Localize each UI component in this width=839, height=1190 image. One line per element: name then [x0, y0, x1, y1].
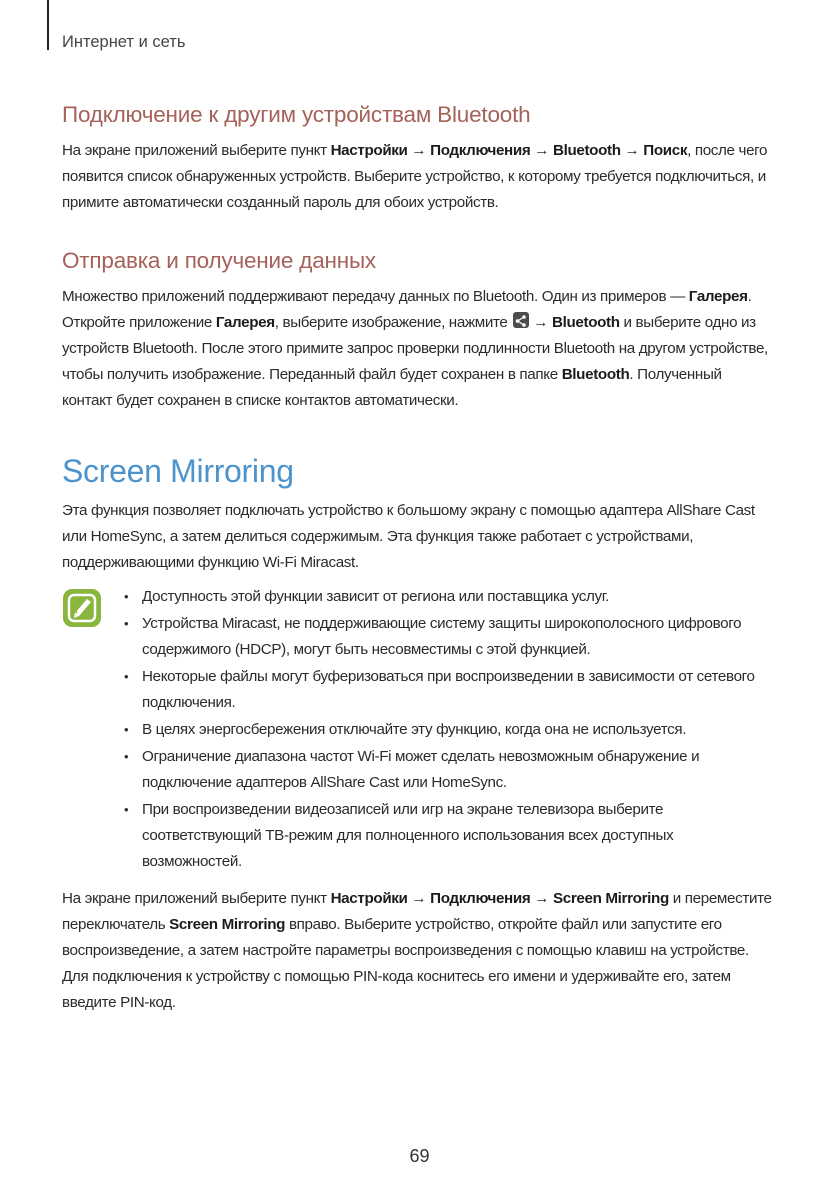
send-receive-heading: Отправка и получение данных	[62, 248, 376, 273]
note-item: • При воспроизведении видеозаписей или игр на экране телевизора выберите соответствующий ТВ-режим для полноценного использования всех доступных возможностей.	[118, 797, 774, 875]
arrow: →	[529, 314, 552, 331]
note-item: • Доступность этой функции зависит от региона или поставщика услуг.	[118, 584, 774, 610]
arrow: →	[407, 142, 431, 159]
screen-mirroring-intro: Эта функция позволяет подключать устройство к большому экрану с помощью адаптера AllShare Cast или HomeSync, а затем делиться содержимым. Эта функция также работает с устройствами, поддерживающими функцию Wi-Fi Miracast.	[62, 502, 755, 571]
text: , после чего появится список обнаруженных устройств. Выберите устройство, к которому требуется подключиться, и примите автоматически созданный пароль для обоих устройств.	[62, 142, 768, 211]
note-item: • Некоторые файлы могут буферизоваться при воспроизведении в зависимости от сетевого подключения.	[118, 664, 774, 716]
text: На экране приложений выберите пункт	[62, 890, 331, 907]
bluetooth-term: Bluetooth	[552, 142, 621, 159]
settings-term: Настройки	[330, 890, 408, 907]
bluetooth-connect-heading: Подключение к другим устройствам Bluetooth	[62, 102, 531, 127]
arrow: →	[407, 890, 431, 907]
text: вправо. Выберите устройство, откройте файл или запустите его воспроизведение, а затем настройте параметры воспроизведения с помощью клавиш на устройстве. Для подключения к устройству с помощью PIN-кода коснитесь его имени и удерживайте его, затем введите PIN-код.	[62, 916, 749, 1011]
arrow: →	[530, 890, 553, 907]
text: . Полученный контакт будет сохранен в списке контактов автоматически.	[62, 366, 722, 409]
search-term: Поиск	[643, 142, 688, 159]
text: , выберите изображение, нажмите	[274, 314, 512, 331]
note-icon	[62, 588, 102, 628]
header-rule	[47, 0, 49, 50]
gallery-term: Галерея	[688, 288, 748, 305]
note-item: • В целях энергосбережения отключайте эту функцию, когда она не используется.	[118, 717, 774, 743]
screen-mirroring-heading: Screen Mirroring	[62, 453, 294, 489]
screen-mirroring-instructions	[62, 886, 774, 1016]
text: Множество приложений поддерживают передачу данных по Bluetooth. Один из примеров —	[62, 288, 689, 305]
gallery-term: Галерея	[215, 314, 275, 331]
screen-mirroring-term: Screen Mirroring	[552, 890, 669, 907]
bluetooth-folder-term: Bluetooth	[561, 366, 630, 383]
bluetooth-connect-paragraph	[62, 138, 774, 216]
connections-term: Подключения	[430, 890, 531, 907]
screen-mirroring-switch-term: Screen Mirroring	[169, 916, 286, 933]
send-receive-paragraph	[62, 284, 774, 414]
note-list	[118, 584, 774, 876]
bluetooth-term: Bluetooth	[551, 314, 620, 331]
page-content	[62, 98, 774, 1016]
settings-term: Настройки	[330, 142, 408, 159]
text: и переместите переключатель	[62, 890, 772, 933]
page-number: 69	[409, 1146, 430, 1166]
section-header: Интернет и сеть	[62, 33, 186, 51]
note-item: • Ограничение диапазона частот Wi-Fi может сделать невозможным обнаружение и подключение адаптеров AllShare Cast или HomeSync.	[118, 744, 774, 796]
share-icon	[513, 312, 529, 328]
text: и выберите одно из устройств Bluetooth. После этого примите запрос проверки подлинности Bluetooth на другом устройстве, чтобы получить изображение. Переданный файл будет сохранен в папке	[62, 314, 768, 383]
text: . Откройте приложение	[62, 288, 752, 331]
connections-term: Подключения	[430, 142, 531, 159]
text: На экране приложений выберите пункт	[62, 142, 331, 159]
note-item: • Устройства Miracast, не поддерживающие систему защиты широкополосного цифрового содержимого (HDCP), могут быть несовместимы с этой функцией.	[118, 611, 774, 663]
note-block	[62, 584, 774, 876]
arrow: →	[620, 142, 644, 159]
arrow: →	[530, 142, 553, 159]
